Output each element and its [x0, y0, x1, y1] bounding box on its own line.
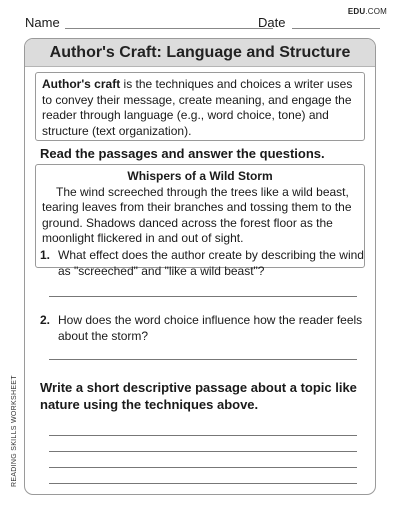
brand-logo: EDU.COM — [347, 7, 387, 16]
definition-box — [35, 72, 365, 141]
writing-task: Write a short descriptive passage about a topic like nature using the techniques above. — [40, 380, 357, 412]
question-1 — [40, 248, 365, 279]
question-text: What effect does the author create by describing the wind as "screeched" and "like a wild beast"? — [58, 248, 364, 278]
answer-line[interactable] — [49, 435, 357, 436]
name-label: Name — [25, 15, 60, 30]
answer-line[interactable] — [49, 483, 357, 484]
question-number: 2. — [40, 313, 51, 327]
question-number: 1. — [40, 248, 51, 262]
answer-line[interactable] — [49, 467, 357, 468]
answer-line[interactable] — [49, 451, 357, 452]
definition-term: Author's craft — [42, 77, 121, 91]
name-date-row — [25, 15, 380, 33]
side-label: READING SKILLS WORKSHEET — [11, 375, 18, 487]
date-label: Date — [258, 15, 286, 30]
date-line[interactable] — [292, 28, 380, 29]
instructions: Read the passages and answer the questions. — [40, 146, 325, 161]
answer-line[interactable] — [49, 359, 357, 360]
question-text: How does the word choice influence how the reader feels about the storm? — [58, 313, 363, 343]
answer-line[interactable] — [49, 296, 357, 297]
name-line[interactable] — [65, 28, 273, 29]
passage-body: The wind screeched through the trees like a wild beast, tearing leaves from their branches and tossing them to the ground. Shadows danced across the forest floor as the moonlight flickered in and out of sight. — [42, 184, 352, 245]
question-2 — [40, 313, 365, 344]
worksheet-title: Author's Craft: Language and Structure — [25, 39, 375, 67]
definition-text: is the techniques and choices a writer uses to convey their message, create meaning, and engage the reader through language (e.g., word choice, tone) and structure (text organization). — [42, 77, 353, 138]
passage-title: Whispers of a Wild Storm — [127, 169, 273, 183]
worksheet — [24, 38, 376, 495]
